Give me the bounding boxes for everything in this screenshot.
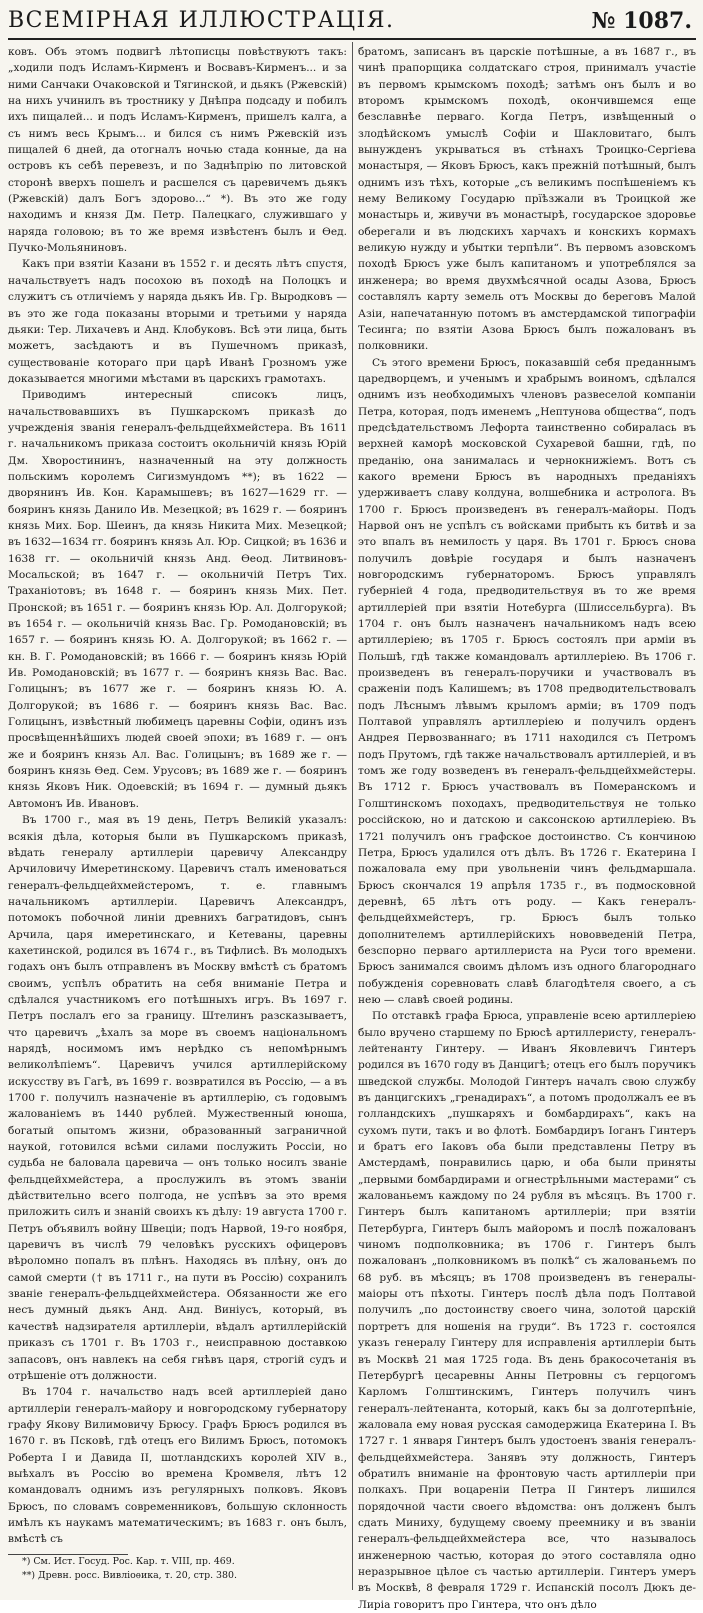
page-header [8, 6, 698, 36]
masthead-title: ВСЕМІРНАЯ ИЛЛЮСТРАЦІЯ. [8, 8, 395, 33]
paragraph: По отставкѣ графа Брюса, управленіе всею артиллеріею было вручено старшему по Брюсѣ артиллеристу, генералъ-лейтенанту Гинтеру. — Иванъ Яковлевичъ Гинтеръ родился въ 1670 году въ Данцигѣ; отецъ его былъ поручикъ шведской службы. Молодой Гинтеръ началъ свою службу въ данцигскихъ „гренадирахъ“, а потомъ продолжалъ ее въ голландскихъ „пушкаряхъ и бомбардирахъ“, какъ на сухомъ пути, такъ и во флотѣ. Бомбардиръ Іоганъ Гинтеръ и братъ его Іаковъ оба были представлены Петру въ Амстердамѣ, понравились царю, и оба были приняты „первыми бомбардирами и огнестрѣльными мастерами“ съ жалованьемъ каждому по 24 рубля въ мѣсяцъ. Въ 1700 г. Гинтеръ былъ капитаномъ артиллеріи; при взятіи Петербурга, Гинтеръ былъ майоромъ и послѣ пожалованъ чиномъ подполковника; въ 1706 г. Гинтеръ былъ пожалованъ „полковникомъ въ полкѣ“ съ жалованьемъ по 68 руб. въ мѣсяцъ; въ 1708 произведенъ въ генералы-маіоры отъ пѣхоты. Гинтеръ послѣ дѣла подъ Полтавой получилъ „по достоинству своего чина, золотой царскій портретъ для ношенія на груди“. Въ 1723 г. состоялся указъ генералу Гинтеру для исправленія артиллеріи быть въ Москвѣ 21 мая 1725 года. Въ день бракосочетанія въ Петербургѣ цесаревны Анны Петровны съ герцогомъ Карломъ Голштинскимъ, Гинтеръ получилъ чинъ генералъ-лейтенанта, который, какъ бы за долготерпѣніе, жаловала ему новая русская самодержица Екатерина I. Въ 1727 г. 1 января Гинтеръ былъ удостоенъ званія генералъ-фельдцейхмейстера. Занявъ эту должность, Гинтеръ обратилъ вниманіе на фронтовую часть артиллеріи при полкахъ. При воцареніи Петра II Гинтеръ лишился порядочной части своего вѣдомства: онъ долженъ былъ сдать Миниху, будущему своему преемнику и въ званіи генералъ-фельдцейхмейстера все, что называлось инженерною частью, которая до этого составляла одно неразрывное цѣлое съ частью артиллеріи. Гинтеръ умеръ въ Москвѣ, 8 февраля 1729 г. Испанскій посолъ Дюкъ де-Лиріа говоритъ про Гинтера, что онъ дѣло [358, 1010, 696, 1611]
paragraph: Какъ при взятіи Казани въ 1552 г. и десять лѣтъ спустя, начальствуетъ надъ посохою въ походѣ на Полоцкъ и служитъ съ отличіемъ у наряда дьякъ Ив. Гр. Выродковъ — въ это же года показаны вторыми и третьими у наряда дьяки: Тер. Лихачевъ и Анд. Клобуковъ. Всѣ эти лица, быть можетъ, засѣдаютъ и въ Пушечномъ приказѣ, существованіе котораго при царѣ Иванѣ Грозномъ уже доказывается многими мѣстами въ царскихъ грамотахъ. [8, 258, 347, 385]
paragraph: Приводимъ интересный списокъ лицъ, начальствовавшихъ въ Пушкарскомъ приказѣ до учрежденія званія генералъ-фельдцейхмейстера. Въ 1611 г. начальникомъ приказа состоитъ окольничій князь Юрій Дм. Хворостининъ, назначенный на эту должность польскимъ королемъ Сигизмундомъ **); въ 1622 — дворянинъ Ив. Кон. Карамышевъ; въ 1627—1629 гг. — бояринъ князь Данило Ив. Мезецкой; въ 1629 г. — бояринъ князь Мих. Бор. Шеинъ, да князь Никита Мих. Мезецкой; въ 1632—1634 гг. бояринъ князь Ал. Юр. Сицкой; въ 1636 и 1638 гг. — окольничій князь Анд. Ѳеод. Литвиновъ-Мосальской; въ 1647 г. — окольничій Петръ Тих. Траханіотовъ; въ 1648 г. — бояринъ князь Мих. Пет. Пронской; въ 1651 г. — бояринъ князь Юр. Ал. Долгорукой; въ 1654 г. — окольничій князь Вас. Гр. Ромодановскій; въ 1657 г. — бояринъ князь Ю. А. Долгорукой; въ 1662 г. — кн. В. Г. Ромодановскій; въ 1666 г. — бояринъ князь Юрій Ив. Ромодановскій; въ 1677 г. — бояринъ князь Вас. Вас. Голицынъ; въ 1677 же г. — бояринъ князь Ю. А. Долгорукой; въ 1686 г. — бояринъ князь Вас. Вас. Голицынъ, извѣстный любимецъ царевны Софіи, одинъ изъ просвѣщеннѣйшихъ людей своей эпохи; въ 1689 г. — онъ же и бояринъ князь Ал. Вас. Голицынъ; въ 1689 же г. — бояринъ князь Ѳед. Сем. Урусовъ; въ 1689 же г. — бояринъ князь Яковъ Ник. Одоевскій; въ 1694 г. — думный дьякъ Автомонъ Ив. Ивановъ. [8, 389, 347, 810]
paragraph: Въ 1700 г., мая въ 19 день, Петръ Великій указалъ: всякія дѣла, которыя были въ Пушкарскомъ приказѣ, вѣдать генералу артиллеріи царевичу Александру Арчиловичу Имеретинскому. Царевичъ сталъ именоваться генералъ-фельдцейхмейстеромъ, т. е. главнымъ начальникомъ артиллеріи. Царевичъ Александръ, потомокъ побочной линіи древнихъ багратидовъ, сынъ Арчила, царя имеретинскаго, и Кетеваны, царевны кахетинской, родился въ 1674 г., въ Тифлисѣ. Въ молодыхъ годахъ онъ былъ отправленъ въ Москву вмѣстѣ съ братомъ своимъ, успѣлъ обратить на себя вниманіе Петра и сдѣлался участникомъ его потѣшныхъ игръ. Въ 1697 г. Петръ послалъ его за границу. Штелинъ разсказываетъ, что царевичъ „ѣхалъ за море въ своемъ національномъ нарядѣ, носимомъ имъ нерѣдко съ непомѣрнымъ великолѣпіемъ“. Царевичъ учился артиллерійскому искусству въ Гагѣ, въ 1699 г. возвратился въ Россію, — а въ 1700 г. получилъ назначеніе въ артиллерію, съ годовымъ жалованіемъ въ 1440 рублей. Мужественный юноша, богатый опытомъ жизни, образованный заграничной наукой, готовился всѣми силами послужить Россіи, но судьба не баловала царевича — онъ только носилъ званіе фельдцейхмейстера, а прослужилъ въ этомъ званіи дѣйствительно всего полгода, не успѣвъ за это время приложить силъ и знаній своихъ къ дѣлу: 19 августа 1700 г. Петръ объявилъ войну Швеціи; подъ Нарвой, 19-го ноября, царевичъ въ числѣ 79 человѣкъ русскихъ офицеровъ вѣроломно попалъ въ плѣнъ. Находясь въ плѣну, онъ до самой смерти († въ 1711 г., на пути въ Россію) сохранилъ званіе генералъ-фельдцейхмейстера. Обязанности же его несъ думный дьякъ Анд. Анд. Виніусъ, который, въ качествѣ надзирателя артиллеріи, вѣдалъ артиллерійскій приказъ съ 1701 г. Въ 1703 г., неисправною доставкою запасовъ, онъ навлекъ на себя гнѣвъ царя, строгій судъ и отрѣшеніе отъ должности. [8, 814, 347, 1382]
paragraph: Съ этого времени Брюсъ, показавшій себя преданнымъ царедворцемъ, и ученымъ и храбрымъ воиномъ, сдѣлался однимъ изъ необходимыхъ членовъ развеселой компаніи Петра, которая, подъ именемъ „Нептунова общества“, подъ предсѣдательствомъ Лефорта таинственно собиралась въ верхней каморѣ московской Сухаревой башни, гдѣ, по преданію, она занималась и чернокнижіемъ. Вотъ съ какого времени Брюсъ въ народныхъ преданіяхъ удерживаетъ славу колдуна, волшебника и астролога. Въ 1700 г. Брюсъ произведенъ въ генералъ-майоры. Подъ Нарвой онъ не успѣлъ съ войсками прибыть къ битвѣ и за это впалъ въ немилость у царя. Въ 1701 г. Брюсъ снова получилъ довѣріе государя и былъ назначенъ новгородскимъ губернаторомъ. Брюсъ управлялъ губерніей 4 года, предводительствуя въ то же время артиллеріей при взятіи Нотебурга (Шлиссельбурга). Въ 1704 г. онъ былъ назначенъ начальникомъ надъ всею артиллеріею; въ 1705 г. Брюсъ состоялъ при арміи въ Польшѣ, гдѣ также командовалъ артиллеріею. Въ 1706 г. произведенъ въ генералъ-поручики и участвовалъ въ сраженіи подъ Калишемъ; въ 1708 предводительствовалъ подъ Лѣснымъ лѣвымъ крыломъ арміи; въ 1709 подъ Полтавой управлялъ артиллеріею и получилъ орденъ Андрея Первозваннаго; въ 1711 находился съ Петромъ подъ Прутомъ, гдѣ также начальствовалъ артиллеріей, и въ томъ же году возведенъ въ генералъ-фельдцейхмейстеры. Въ 1712 г. Брюсъ участвовалъ въ Померанскомъ и Голштинскомъ походахъ, предводительствуя не только россійскою, но и датскою и саксонскою артиллеріею. Въ 1721 получилъ онъ графское достоинство. Съ кончиною Петра, Брюсъ удалился отъ дѣлъ. Въ 1726 г. Екатерина I пожаловала ему при увольненіи чинъ фельдмаршала. Брюсъ скончался 19 апрѣля 1735 г., въ подмосковной деревнѣ, 65 лѣтъ отъ роду. — Какъ генералъ-фельдцейхмейстеръ, гр. Брюсъ былъ только дополнителемъ артиллерійскихъ нововведеній Петра, безспорно перваго артиллериста на Руси того времени. Брюсъ занимался своимъ дѣломъ изъ одного благороднаго побужденія соревновать славѣ благодѣтеля своего, а съ нею — славѣ своей родины. [358, 356, 696, 1006]
right-column [358, 44, 696, 1611]
paragraph: ковъ. Объ этомъ подвигѣ лѣтописцы повѣствуютъ такъ: „ходили подъ Исламъ-Кирменъ и Восвавъ-Кирменъ... и за ними Санчаки Очаковской и Тягинской, и дьякъ (Ржевскій) на нихъ учинилъ въ тростнику у Днѣпра подсаду и побилъ ихъ пищалей... и подъ Исламъ-Кирменъ, пришелъ калга, а съ нимъ весь Крымъ... и бился съ нимъ Ржевскій изъ пищалей 6 дней, да отогналъ ночью стада конные, да на островъ къ себѣ перевезъ, и по Заднѣпрію по литовской сторонѣ вверхъ пошелъ и расшелся съ царевичемъ дьякъ (Ржевскій) далъ Богъ здорово...“ *). Въ это же году находимъ и князя Дм. Петр. Палецкаго, служившаго у наряда головою; въ то же время извѣстенъ былъ и Ѳед. Пучко-Мольяниновъ. [8, 46, 347, 255]
footnote: *) См. Ист. Госуд. Рос. Кар. т. VIII, пр. 469. [22, 1555, 235, 1567]
footnote: **) Древн. росс. Вивліоѳика, т. 20, стр. 380. [22, 1569, 237, 1581]
column-separator [352, 42, 353, 1590]
paragraph: Въ 1704 г. начальство надъ всей артиллеріей дано артиллеріи генералъ-майору и новгородскому губернатору графу Якову Вилимовичу Брюсу. Графъ Брюсъ родился въ 1670 г. въ Псковѣ, гдѣ отецъ его Вилимъ Брюсъ, потомокъ Роберта I и Давида II, шотландскихъ королей XIV в., выѣхалъ въ Россію во времена Кромвеля, лѣтъ 12 командовалъ однимъ изъ регулярныхъ полковъ. Яковъ Брюсъ, по словамъ современниковъ, большую склонность имѣлъ къ наукамъ математическимъ; въ 1683 г. онъ былъ, вмѣстѣ съ [8, 1386, 347, 1546]
paragraph: братомъ, записанъ въ царскіе потѣшные, а въ 1687 г., въ чинѣ прапорщика солдатскаго строя, принималъ участіе въ первомъ крымскомъ походѣ; затѣмъ онъ былъ и во второмъ крымскомъ походѣ, окончившемся еще безславнѣе перваго. Когда Петръ, извѣщенный о злодѣйскомъ умыслѣ Софіи и Шакловитаго, былъ вынужденъ укрываться въ стѣнахъ Троицко-Сергіева монастыря, — Яковъ Брюсъ, какъ прежній потѣшный, былъ однимъ изъ тѣхъ, которые „съ великимъ поспѣшеніемъ къ нему Великому Государю прїѣзжали въ Троицкой же монастырь и, живучи въ монастырѣ, государское здоровье оберегали и въ людскихъ харчахъ и конскихъ кормахъ великую нужду и убытки терпѣли“. Въ первомъ азовскомъ походѣ Брюсъ уже былъ капитаномъ и употреблялся за инженера; во время двухмѣсячной осады Азова, Брюсъ составлялъ карту земель отъ Москвы до береговъ Малой Азіи, напечатанную потомъ въ амстердамской типографіи Тесинга; по взятіи Азова Брюсъ былъ пожалованъ въ полковники. [358, 46, 696, 353]
issue-number: № 1087. [591, 8, 692, 34]
left-column [8, 44, 347, 1594]
header-rule [8, 38, 696, 40]
